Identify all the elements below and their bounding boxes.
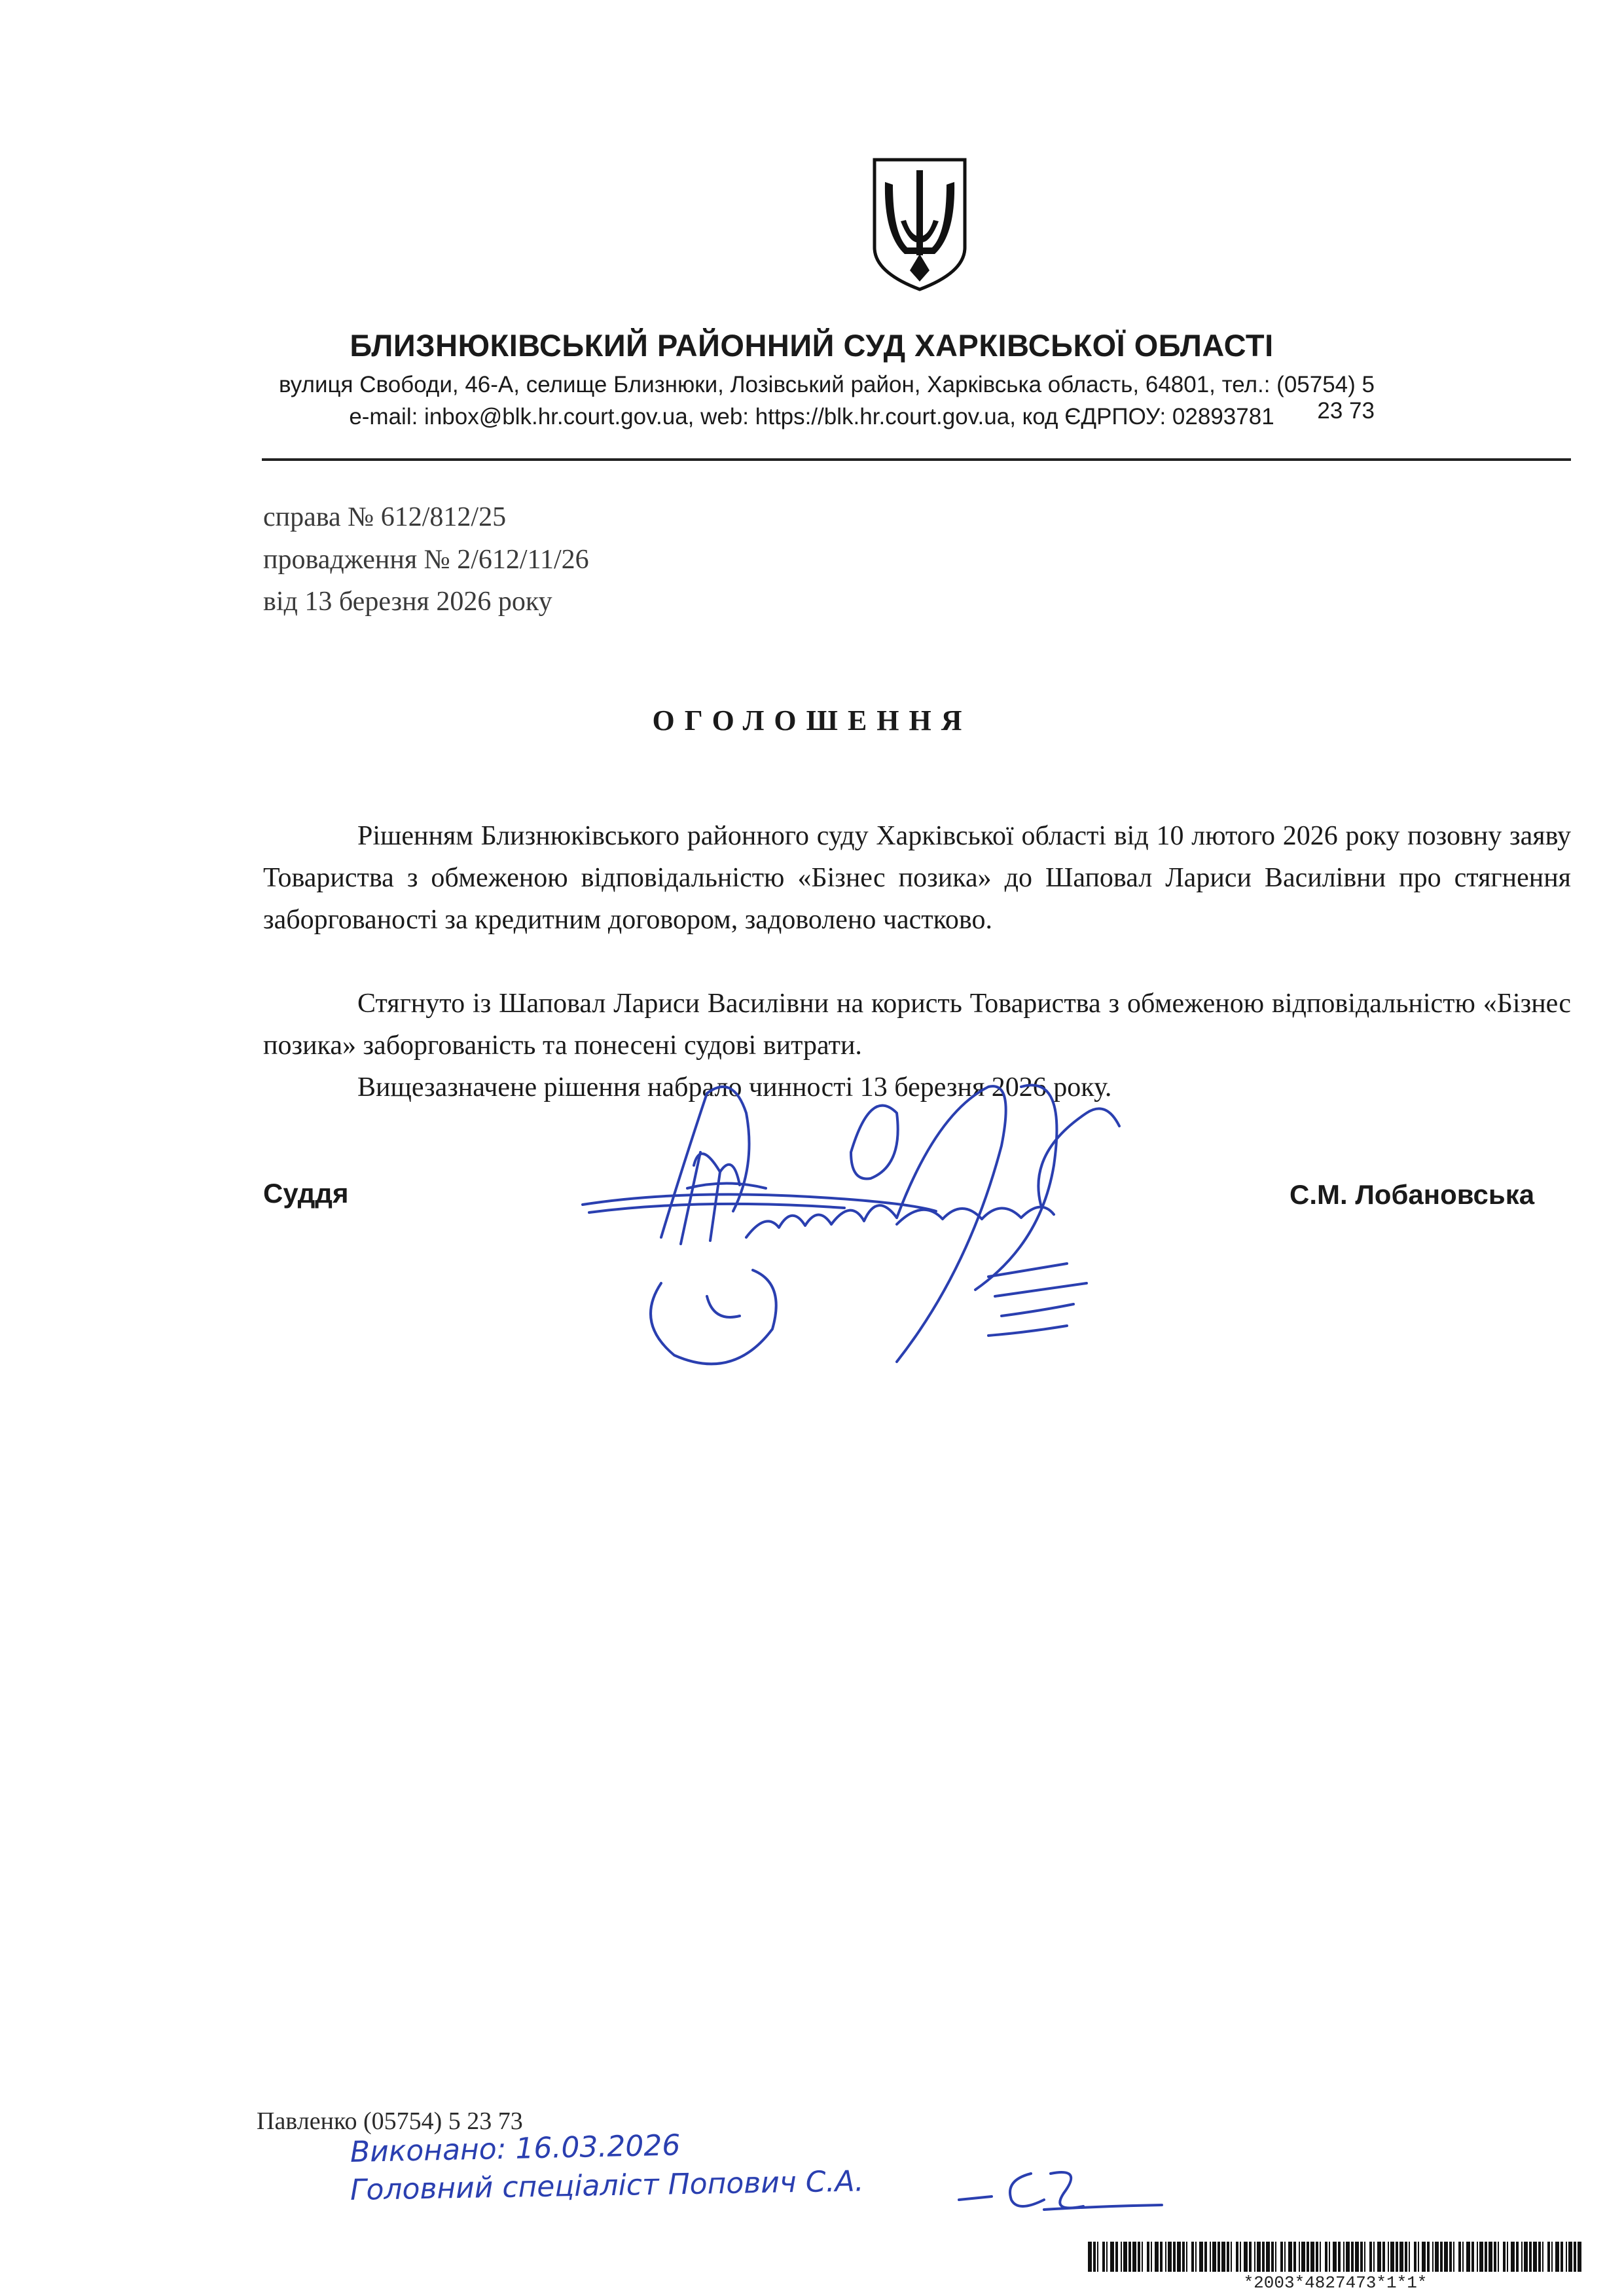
body-paragraph: Вищезазначене рішення набрало чинності 13 березня 2026 року. bbox=[357, 1072, 1112, 1102]
executor-contact: Павленко (05754) 5 23 73 bbox=[257, 2107, 523, 2135]
handwritten-execution-note: Виконано: 16.03.2026 bbox=[350, 2128, 681, 2169]
judge-name: С.М. Лобановська bbox=[1290, 1179, 1535, 1210]
body-paragraph: Стягнуто із Шаповал Лариси Василівни на користь Товариства з обмеженою відповідальністю «Бізнес позика» заборгованість та понесені судові витрати. bbox=[263, 989, 1571, 1061]
court-name: БЛИЗНЮКІВСЬКИЙ РАЙОННИЙ СУД ХАРКІВСЬКОЇ ОБЛАСТІ bbox=[350, 328, 1274, 363]
header-divider bbox=[262, 458, 1571, 461]
judge-signature bbox=[569, 1074, 1165, 1388]
document-date: від 13 березня 2026 року bbox=[263, 587, 552, 617]
coat-of-arms-icon bbox=[871, 156, 969, 293]
proceeding-number: провадження № 2/612/11/26 bbox=[263, 545, 589, 575]
specialist-initials-signature bbox=[952, 2160, 1168, 2223]
handwritten-specialist-note: Головний спеціаліст Попович С.А. bbox=[350, 2164, 865, 2207]
document-barcode bbox=[1087, 2242, 1584, 2272]
body-paragraph: Рішенням Близнюківського районного суду Харківської області від 10 лютого 2026 року позовну заяву Товариства з обмеженою відповідальністю «Бізнес позика» до Шаповал Лариси Василівни про стягнення заборгованості за кредитним договором, задоволено частково. bbox=[263, 821, 1571, 935]
judge-role: Суддя bbox=[263, 1178, 349, 1209]
barcode-number: *2003*4827473*1*1* bbox=[1243, 2273, 1428, 2293]
case-number: справа № 612/812/25 bbox=[263, 502, 507, 532]
document-title: ОГОЛОШЕННЯ bbox=[652, 704, 972, 737]
court-contacts: e-mail: inbox@blk.hr.court.gov.ua, web: https://blk.hr.court.gov.ua, код ЄДРПОУ: 02893781 bbox=[349, 404, 1274, 429]
court-address: вулиця Свободи, 46-А, селище Близнюки, Лозівський район, Харківська область, 64801, тел.: (05754) 5 23 73 bbox=[278, 372, 1375, 424]
